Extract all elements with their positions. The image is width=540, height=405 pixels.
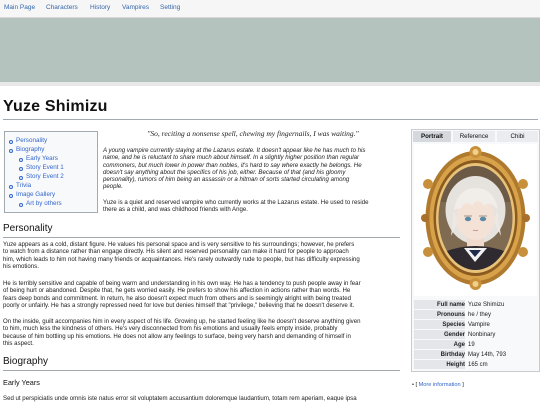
text-line: A young vampire currently staying at the Lazarus estate. It doesn't appear like he has much to his — [103, 147, 366, 154]
bullet-icon — [9, 185, 13, 189]
info-label: Species — [414, 320, 465, 329]
section-heading-personality: Personality — [3, 223, 53, 234]
more-suffix: ] — [462, 382, 464, 388]
toc-item-biography[interactable]: Biography — [16, 146, 45, 153]
bullet-icon — [19, 176, 23, 180]
bullet-icon — [19, 158, 23, 162]
bullet-icon — [9, 194, 13, 198]
biography-paragraph-1 — [3, 395, 403, 402]
text-line: to watch from a distance rather than engage directly. His silent and reserved personality can make it hard for people to approach — [3, 248, 349, 256]
text-line: He is terribly sensitive and capable of being warm and understanding in his own way. He has a tendency to push people away in fear — [3, 280, 361, 287]
intro-summary — [103, 147, 403, 191]
toc-item-art-by-others[interactable]: Art by others — [26, 200, 62, 207]
bullet-icon — [19, 167, 23, 171]
text-line: poorly or unfairly. He has a strongly repressed need for love but denies himself that "privilege," believing that he doesn't deserve it. — [3, 301, 355, 309]
info-value: May 14th, 793 — [468, 352, 507, 358]
text-line: there as a child, and was childhood friends with Ange. — [103, 206, 248, 214]
info-value: he / they — [468, 312, 492, 318]
nav-characters[interactable]: Characters — [46, 4, 78, 11]
info-value: 19 — [468, 342, 475, 348]
text-line: On the inside, guilt accompanies him in every aspect of his life. Growing up, he started feeling like he doesn't deserve anything given — [3, 318, 361, 325]
text-line: his emotions. — [3, 262, 39, 270]
info-value: 165 cm — [468, 362, 488, 368]
text-line: this aspect. — [3, 339, 34, 347]
personality-paragraph-2 — [3, 280, 403, 309]
title-divider — [3, 119, 538, 120]
info-row-birthday — [414, 350, 537, 360]
page-title: Yuze Shimizu — [3, 98, 108, 115]
info-label: Gender — [414, 330, 465, 339]
text-line: because of him bottling up his emotions. He does not allow any feelings to surface, being very harsh and demanding of himself in — [3, 332, 351, 340]
info-row-full-name — [414, 300, 537, 310]
info-label: Pronouns — [414, 310, 465, 319]
nav-setting[interactable]: Setting — [160, 4, 181, 11]
section-divider — [3, 370, 400, 371]
subsection-heading-early-years: Early Years — [3, 378, 40, 387]
intro-paragraph — [103, 199, 403, 214]
character-portrait[interactable] — [414, 144, 537, 296]
more-information-link[interactable]: More information — [418, 382, 461, 388]
info-label: Height — [414, 360, 465, 369]
section-heading-biography: Biography — [3, 356, 49, 367]
nav-vampires[interactable]: Vampires — [122, 4, 149, 11]
header-banner — [0, 18, 540, 82]
toc-item-trivia[interactable]: Trivia — [16, 182, 32, 189]
intro-quote: "So, reciting a nonsense spell, chewing my fingernails, I was waiting." — [147, 129, 359, 138]
nav-history[interactable]: History — [90, 4, 111, 11]
bullet-icon — [19, 203, 23, 207]
info-value: Vampire — [468, 322, 490, 328]
text-line: of being hurt or abandoned. Despite that, he gets worried easily. He prefers to show his affection in actions rather than words. He — [3, 287, 351, 295]
info-row-gender — [414, 330, 537, 340]
ornate-frame-portrait-image — [414, 144, 537, 296]
text-line: commoners, but much lower in power than nobles, it's hard to say where exactly he belongs. He — [103, 161, 362, 169]
info-row-pronouns — [414, 310, 537, 320]
nav-main-page[interactable]: Main Page — [4, 4, 36, 11]
toc-item-image-gallery[interactable]: Image Gallery — [16, 191, 56, 198]
text-line: Yuze is a quiet and reserved vampire who currently works at the Lazarus estate. He used to reside — [103, 199, 369, 206]
info-value: Nonbinary — [468, 332, 496, 338]
info-row-height — [414, 360, 537, 370]
toc-item-early-years[interactable]: Early Years — [26, 155, 58, 162]
personality-paragraph-1 — [3, 241, 403, 270]
text-line: Yuze appears as a cold, distant figure. He values his personal space and is very sensitive to his surroundings; however, he prefers — [3, 241, 355, 248]
top-nav — [0, 0, 540, 18]
section-divider — [3, 237, 400, 238]
toc-item-story-event-1[interactable]: Story Event 1 — [26, 164, 64, 171]
text-line: personality), rumors of him being an assassin or a hitman of sorts started circulating among — [103, 176, 350, 184]
banner-divider — [0, 82, 540, 86]
text-line: Sed ut perspiciatis unde omnis iste natus error sit voluptatem accusantium doloremque laudantium, totam rem aperiam, eaque ipsa — [3, 395, 357, 402]
text-line: to him, much less the kindness of others. He's very disconnected from his emotions and usually feels empty inside, probably — [3, 325, 338, 333]
text-line: him, which leads to him not having many friends or acquaintances. He's rarely outwardly rude to people, but has difficulty expressing — [3, 255, 360, 263]
text-line: fears deep bonds and commitment. In return, he also doesn't expect much from others and is seemingly alright with being treated — [3, 294, 352, 302]
bullet-icon — [9, 149, 13, 153]
info-row-species — [414, 320, 537, 330]
text-line: people. — [103, 183, 123, 191]
info-value: Yuze Shimizu — [468, 302, 505, 308]
table-of-contents — [4, 131, 98, 213]
info-row-age — [414, 340, 537, 350]
info-label: Full name — [414, 300, 465, 309]
more-information — [412, 382, 464, 388]
tab-reference[interactable]: Reference — [453, 131, 495, 142]
personality-paragraph-3 — [3, 318, 403, 347]
toc-item-personality[interactable]: Personality — [16, 137, 48, 144]
tab-portrait[interactable]: Portrait — [413, 131, 451, 142]
text-line: doesn't say anything about the specifics of his job, either. Because of that (and his gloomy — [103, 168, 346, 176]
more-prefix: • [ — [412, 382, 418, 388]
text-line: name, and he is reluctant to share much about himself. In a slightly higher position than regular — [103, 154, 360, 162]
tab-chibi[interactable]: Chibi — [497, 131, 538, 142]
character-infobox — [411, 129, 540, 372]
bullet-icon — [9, 140, 13, 144]
toc-item-story-event-2[interactable]: Story Event 2 — [26, 173, 64, 180]
info-label: Birthday — [414, 350, 465, 359]
info-label: Age — [414, 340, 465, 349]
